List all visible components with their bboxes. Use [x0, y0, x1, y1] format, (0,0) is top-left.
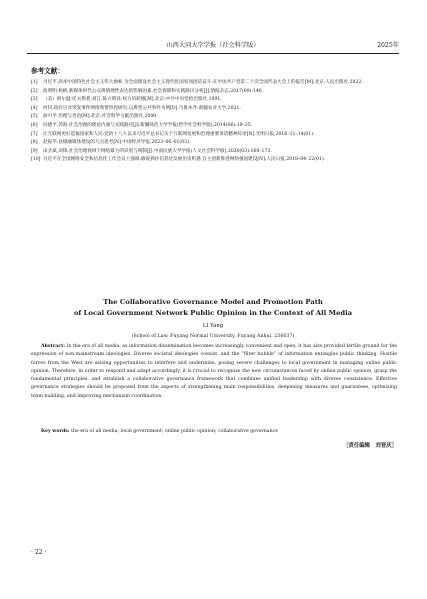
reference-text: 詹明明,杨帆.新媒体时代公众舆情理性表达的影响因素.社会保障和实践路径分析[J].情报杂志,2017(09):146.	[43, 88, 264, 94]
english-title	[27, 297, 399, 319]
reference-number: [3]	[31, 97, 38, 103]
abstract-text: In the era of all media, as information dissemination becomes increasingly convenient and open, it has also provided fertile ground for the expression of non-mainstream ideologies. Diverse societal ideologies coexist, and the “filter bubble” of information entangles public thinking. Hostile forces from the West are seizing opportunities to interfere and undermine, posing severe challenges to local government in managing online public opinion. Therefore, in order to respond and adapt accordingly, it is crucial to recognize the new circumstances faced by online public opinion, grasp the fundamental principles, and establish a collaborative governance framework that combines unified leadership with diverse coexistence. Effective governance strategies should be proposed from the aspects of strengthening main responsibilities, deepening measures and guarantees, optimizing team building, and improving mechanism coordination.	[31, 344, 397, 399]
responsible-editor: ［责任编辑 刘晋庆］	[343, 443, 397, 449]
page-number: · 22 ·	[31, 549, 47, 556]
reference-number: [10]	[31, 157, 41, 163]
reference-item	[31, 105, 397, 112]
reference-number: [6]	[31, 122, 38, 128]
reference-item	[31, 122, 397, 129]
reference-item	[31, 156, 397, 163]
reference-text: （美）阿尔温·托夫勒著,刘江,陈方明译.权力的转移[M].北京:中共中央党校出版社,1991.	[43, 97, 222, 103]
reference-text: 向德平,苏海.社会治理的理论内涵与实践路径[J].新疆师范大学学报(哲学社会科学版),2014(06):19–25.	[43, 122, 253, 128]
reference-number: [2]	[31, 88, 38, 94]
keywords-text: the era of all media; local government; online public opinion; collaborative governance	[71, 429, 279, 434]
english-author: LI Yang	[202, 323, 224, 329]
reference-item	[31, 79, 397, 86]
reference-number: [1]	[31, 80, 38, 85]
keywords-label: Key words:	[41, 429, 70, 434]
reference-item	[31, 139, 397, 146]
english-title-line-1: The Collaborative Governance Model and Promotion Path	[103, 298, 323, 306]
english-affiliation: (School of Law, Fuyang Normal University, Fuyang Anhui, 236037)	[131, 334, 295, 339]
reference-number: [8]	[31, 140, 38, 146]
reference-number: [7]	[31, 131, 38, 137]
reference-item	[31, 148, 397, 155]
reference-number: [9]	[31, 148, 38, 154]
running-header	[27, 40, 399, 52]
reference-number: [5]	[31, 114, 38, 120]
abstract-label: Abstract:	[41, 344, 65, 349]
english-title-line-2: of Local Government Network Public Opinion in the Context of All Media	[73, 309, 353, 317]
reference-item	[31, 96, 397, 103]
english-keywords	[31, 428, 397, 436]
reference-text: 何钊.政府应对突发事件网络舆情管控研究:以典型公共事件为例[D].乌鲁木齐:新疆农业大学,2021.	[43, 105, 241, 111]
reference-text: 习近平在全国网络安全和信息化工作会议上强调:敏锐抓住信息化发展历史机遇 自主创新推进网络强国建设[N].人民日报,2018–04–22(01).	[43, 157, 326, 163]
reference-text: 让互联网更好造福国家和人民:党的十八大以来习近平总书记关于互联网发展和治理重要讲话精神综述[N].光明日报,2016–11–14(01).	[43, 131, 315, 137]
reference-text: 田圣斌,刘锋.社会治理视域下网络暴力的识别与规制[J].中南民族大学学报(人文社会科学版),2020(03):168–173.	[43, 148, 272, 154]
references-title: 参考文献：	[31, 67, 64, 75]
references-section	[31, 67, 397, 165]
reference-text: 习近平.高举中国特色社会主义伟大旗帜 为全面建设社会主义现代化国家而团结奋斗:在中国共产党第二十次全国代表大会上的报告[M].北京:人民出版社,2022.	[43, 80, 363, 85]
header-rule	[27, 53, 399, 54]
references-list	[31, 79, 397, 164]
journal-name: 山西大同大学学报（社会科学版）	[166, 42, 260, 49]
journal-year: 2025年	[377, 42, 399, 49]
reference-item	[31, 113, 397, 120]
reference-number: [4]	[31, 105, 38, 111]
reference-item	[31, 131, 397, 138]
reference-text: 俞可平.治理与善治[M].北京:社会科学文献出版社,2000.	[43, 114, 158, 120]
english-abstract	[31, 343, 397, 401]
reference-item	[31, 88, 397, 95]
reference-text: 赵振华.县级融媒体建设的几点思考[N].中国经济导报,2023–06–01(03).	[43, 140, 191, 146]
